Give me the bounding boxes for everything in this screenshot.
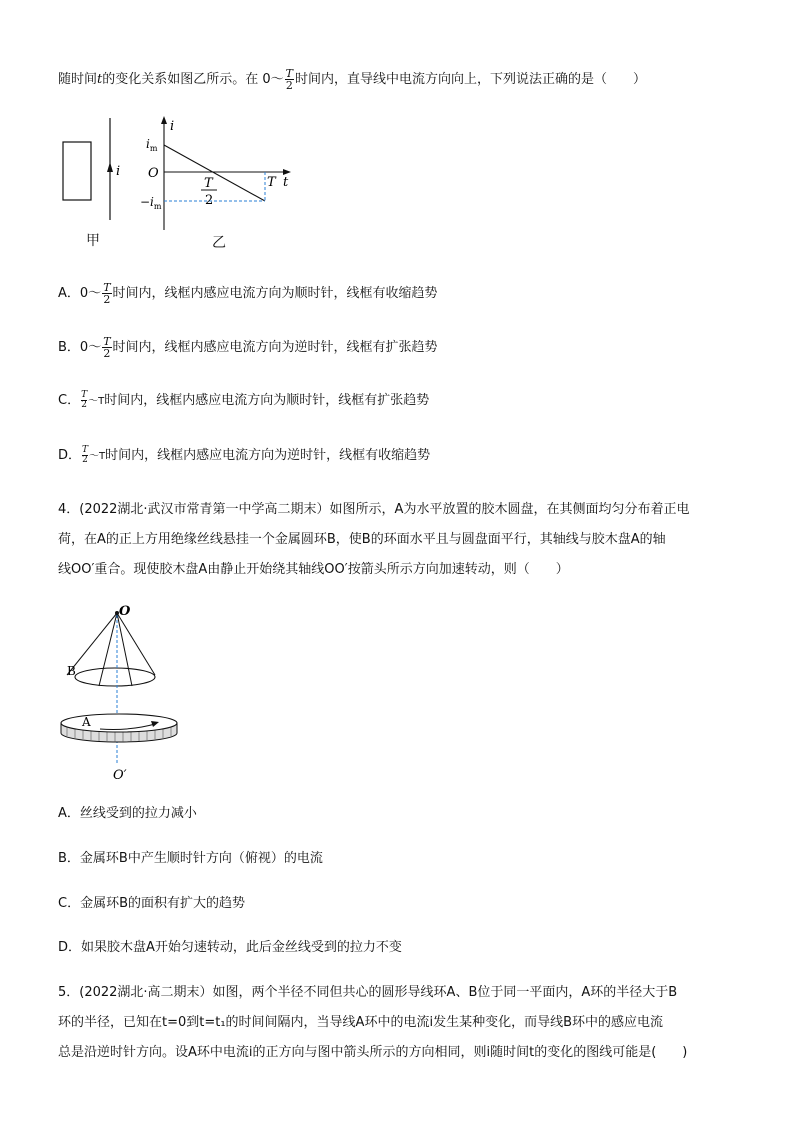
q4-line1: 4．(2022湖北·武汉市常青第一中学高二期末）如图所示，A为水平放置的胶木圆盘，在其侧面均匀分布着正电 bbox=[58, 502, 690, 517]
q4-line2: 荷，在A的正上方用绝缘丝线悬挂一个金属圆环B，使B的环面水平且与圆盘面平行，其轴线与胶木盘A的轴 bbox=[58, 532, 666, 547]
t-half-den: 2 bbox=[205, 193, 214, 208]
q3-intro-mid: 的变化关系如图乙所示。在 0～ bbox=[102, 72, 284, 87]
t-axis-label: t bbox=[283, 175, 289, 190]
im-label: $i_m$ bbox=[146, 137, 158, 153]
q3-intro-pre: 随时间 bbox=[58, 72, 98, 87]
q3-option-d: D． $\frac{T}{2}$ ～T时间内，线框内感应电流方向为逆时针，线框有收缩趋势 bbox=[58, 445, 431, 465]
label-a: A bbox=[82, 715, 91, 729]
origin-label: O bbox=[148, 166, 159, 181]
thread-middle2 bbox=[117, 613, 132, 686]
wire-frame-rect bbox=[63, 142, 91, 200]
thread-right bbox=[117, 613, 155, 675]
i-axis-label: i bbox=[170, 119, 175, 134]
q4-line3: 线OO′重合。现使胶木盘A由静止开始绕其轴线OO′按箭头所示方向加速转动，则（ ） bbox=[58, 562, 569, 577]
q3-intro bbox=[58, 68, 646, 91]
q4-option-c: C．金属环B的面积有扩大的趋势 bbox=[58, 896, 245, 911]
i-axis-arrow-icon bbox=[161, 116, 167, 124]
caption-jia: 甲 bbox=[86, 233, 100, 249]
label-b: B bbox=[67, 664, 76, 678]
q3-intro-post: 时间内，直导线中电流方向向上，下列说法正确的是（ ） bbox=[295, 72, 647, 87]
q3-option-c: C． $\frac{T}{2}$ ～T时间内，线框内感应电流方向为顺时针，线框有扩张趋势 bbox=[58, 390, 430, 410]
q3-option-b: B．0～ $\frac{T}{2}$ 时间内，线框内感应电流方向为逆时针，线框有扩张趋势 bbox=[58, 335, 438, 360]
q4-figure bbox=[55, 605, 205, 785]
q3-intro-var-t: t bbox=[97, 72, 103, 87]
q5-line1: 5．(2022湖北·高二期末）如图，两个半径不同但共心的圆形导线环A、B位于同一平面内，A环的半径大于B bbox=[58, 985, 678, 1000]
q4-option-a: A．丝线受到的拉力减小 bbox=[58, 806, 197, 821]
q4-option-b: B．金属环B中产生顺时针方向（俯视）的电流 bbox=[58, 851, 323, 866]
t-half-num: T bbox=[204, 176, 213, 191]
current-line bbox=[164, 145, 265, 201]
q3-intro-fraction: $\frac{T}{2}$ bbox=[285, 67, 293, 92]
q4-option-d: D．如果胶木盘A开始匀速转动，此后金丝线受到的拉力不变 bbox=[58, 940, 402, 955]
q3-option-a: A．0～ $\frac{T}{2}$ 时间内，线框内感应电流方向为顺时针，线框有收缩趋势 bbox=[58, 281, 438, 306]
q5-line2: 环的半径，已知在t=0到t=t₁的时间间隔内，当导线A环中的电流i发生某种变化，而导线B环中的感应电流 bbox=[58, 1015, 663, 1030]
q5-line3: 总是沿逆时针方向。设A环中电流i的正方向与图中箭头所示的方向相同，则i随时间t的变化的图线可能是( ) bbox=[58, 1045, 688, 1060]
T-label: T bbox=[267, 175, 276, 190]
current-arrow-icon bbox=[107, 162, 113, 172]
wire-current-label: i bbox=[116, 164, 121, 179]
neg-im-label: $-i_m$ bbox=[140, 195, 162, 211]
metal-ring-b bbox=[75, 668, 155, 686]
label-o: O bbox=[119, 605, 131, 619]
caption-yi: 乙 bbox=[212, 235, 226, 251]
label-o-prime: O′ bbox=[113, 768, 127, 783]
